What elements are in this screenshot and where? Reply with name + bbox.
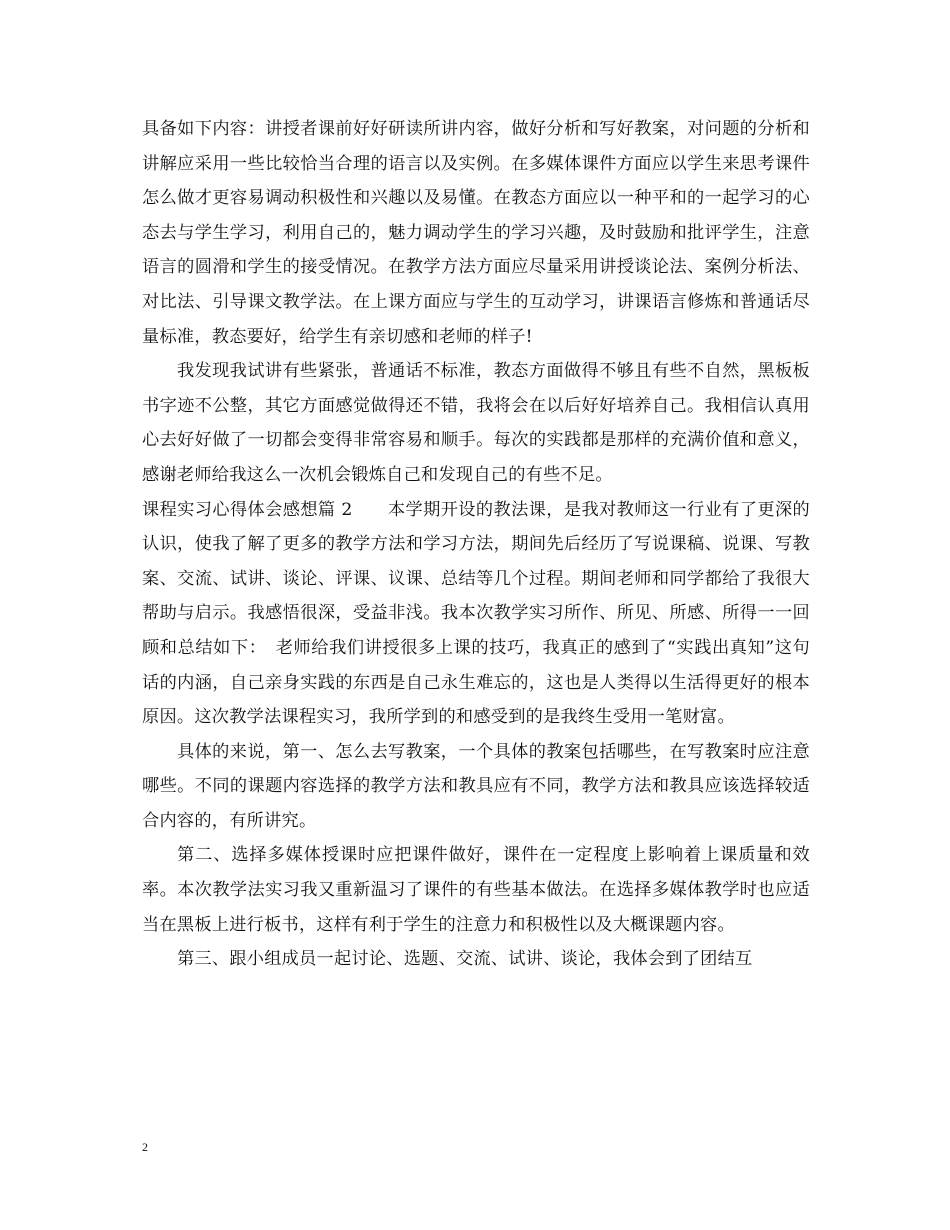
page-number: 2	[142, 1140, 148, 1154]
paragraph-point-two: 第二、选择多媒体授课时应把课件做好，课件在一定程度上影响着上课质量和效率。本次教学法实习我又重新温习了课件的有些基本做法。在选择多媒体教学时也应适当在黑板上进行板书，这样有利于学生的注意力和积极性以及大概课题内容。	[142, 845, 810, 935]
paragraph-self-reflection: 我发现我试讲有些紧张，普通话不标准，教态方面做得不够且有些不自然，黑板板书字迹不公整，其它方面感觉做得还不错，我将会在以后好好培养自己。我相信认真用心去好好做了一切都会变得非常容易和顺手。每次的实践都是那样的充满价值和意义，感谢老师给我这么一次机会锻炼自己和发现自己的有些不足。	[142, 361, 810, 485]
paragraph-point-one: 具体的来说，第一、怎么去写教案，一个具体的教案包括哪些，在写教案时应注意哪些。不同的课题内容选择的教学方法和教具应有不同，教学方法和教具应该选择较适合内容的，有所讲究。	[142, 741, 810, 831]
document-body	[142, 112, 810, 977]
paragraph-lecture-requirements: 具备如下内容：讲授者课前好好研读所讲内容，做好分析和写好教案，对问题的分析和讲解应采用一些比较恰当合理的语言以及实例。在多媒体课件方面应以学生来思考课件怎么做才更容易调动积极性和兴趣以及易懂。在教态方面应以一种平和的一起学习的心态去与学生学习，利用自己的，魅力调动学生的学习兴趣，及时鼓励和批评学生，注意语言的圆滑和学生的接受情况。在教学方法方面应尽量采用讲授谈论法、案例分析法、对比法、引导课文教学法。在上课方面应与学生的互动学习，讲课语言修炼和普通话尽量标准，教态要好，给学生有亲切感和老师的样子!	[142, 119, 810, 347]
paragraph-point-three: 第三、跟小组成员一起讨论、选题、交流、试讲、谈论，我体会到了团结互	[177, 949, 753, 970]
paragraph-chapter-2-intro: 课程实习心得体会感想篇 2 本学期开设的教法课，是我对教师这一行业有了更深的认识，使我了解了更多的教学方法和学习方法，期间先后经历了写说课稿、说课、写教案、交流、试讲、谈论、评课、议课、总结等几个过程。期间老师和同学都给了我很大帮助与启示。我感悟很深，受益非浅。我本次教学实习所作、所见、所感、所得一一回顾和总结如下： 老师给我们讲授很多上课的技巧，我真正的感到了“实践出真知”这句话的内涵，自己亲身实践的东西是自己永生难忘的，这也是人类得以生活得更好的根本原因。这次教学法课程实习，我所学到的和感受到的是我终生受用一笔财富。	[142, 499, 810, 728]
